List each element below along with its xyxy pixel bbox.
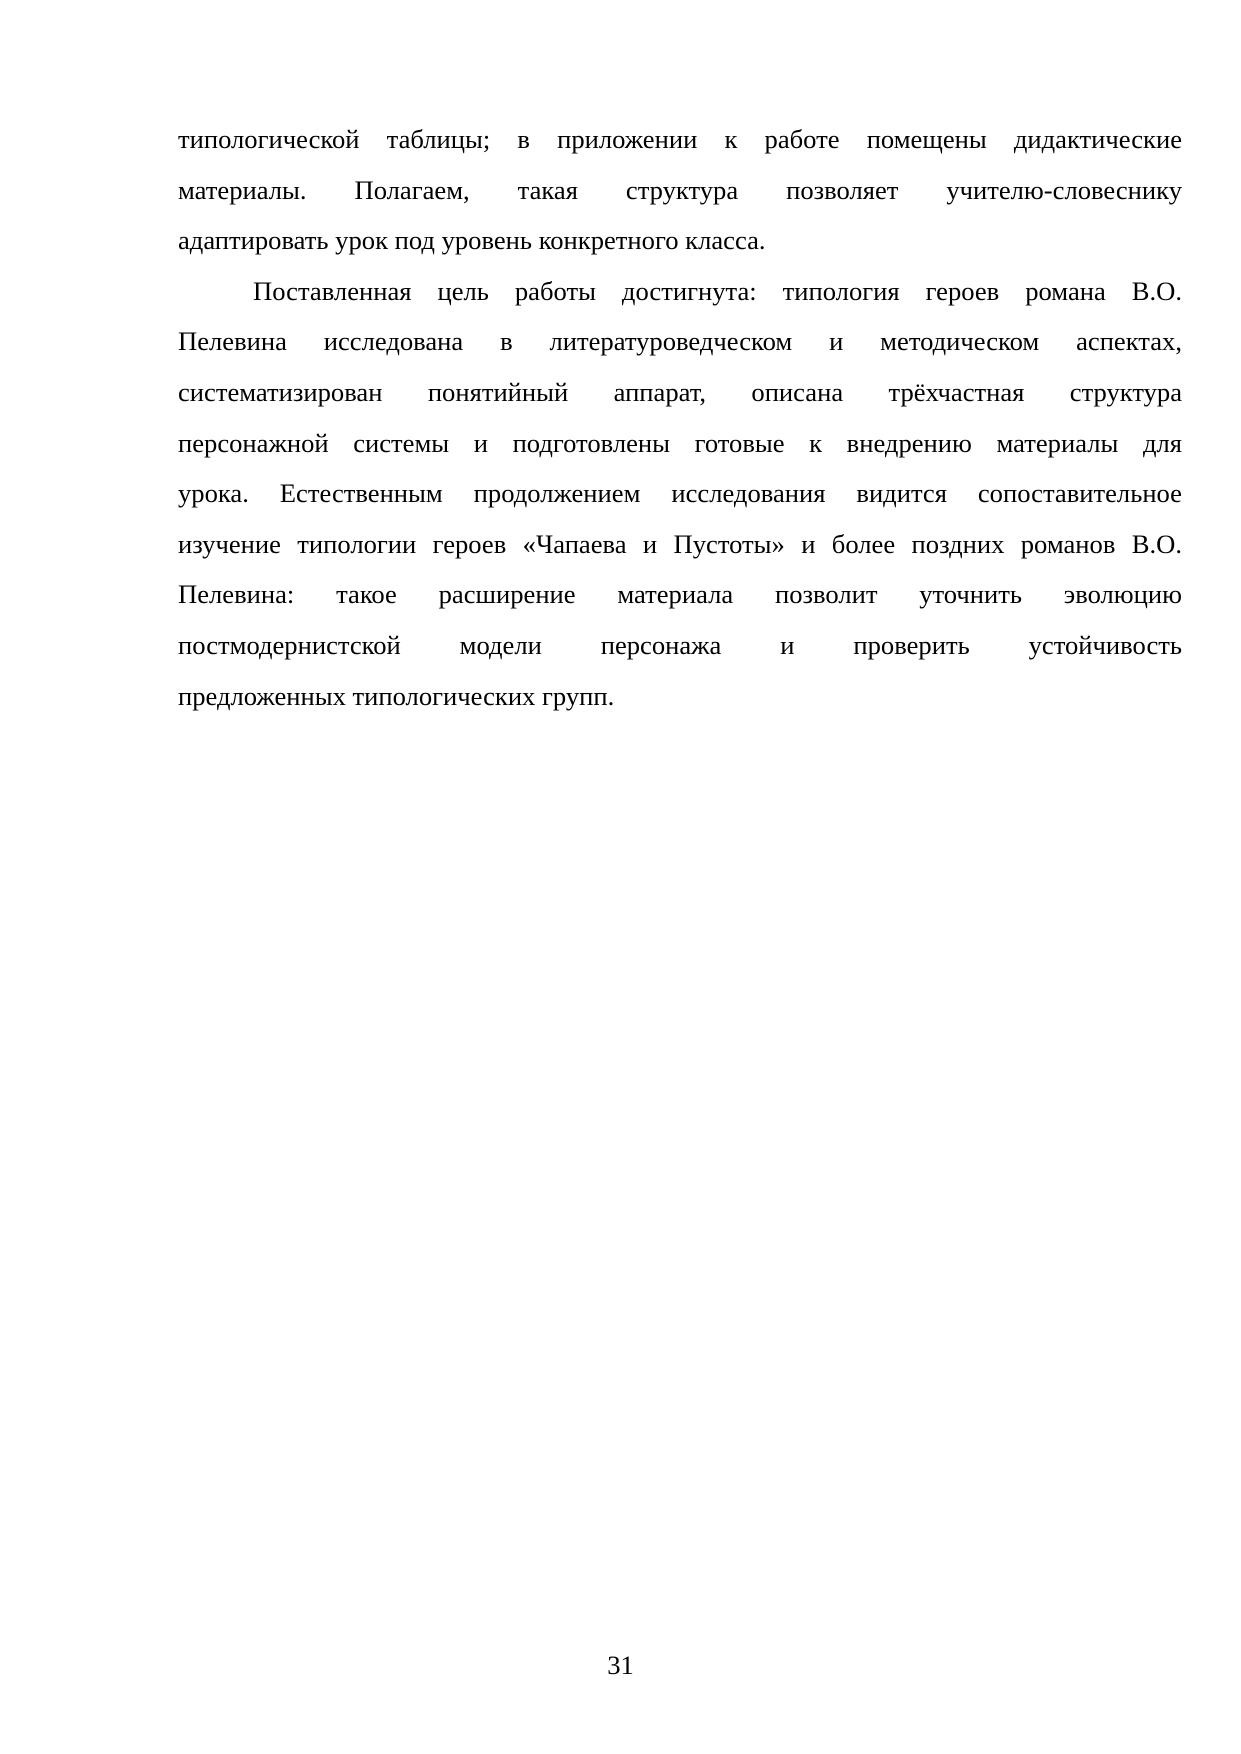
text-line: Пелевина исследована в литературоведческом и методическом аспектах, (178, 326, 1182, 357)
text-line: типологической таблицы; в приложении к работе помещены дидактические (178, 124, 1182, 154)
text-line: изучение типологии героев «Чапаева и Пустоты» и более поздних романов В.О. (178, 528, 1182, 559)
paragraph-1 (178, 114, 1182, 266)
text-line: Пелевина: такое расширение материала позволит уточнить эволюцию (178, 579, 1182, 610)
text-line: предложенных типологических групп. (178, 680, 615, 711)
page-number: 31 (607, 1650, 634, 1680)
body-text (178, 114, 1182, 721)
text-line: персонажной системы и подготовлены готовые к внедрению материалы для (178, 427, 1182, 458)
text-line: Поставленная цель работы достигнута: типология героев романа В.О. (253, 275, 1182, 306)
text-line: систематизирован понятийный аппарат, описана трёхчастная структура (178, 376, 1182, 407)
text-line: адаптировать урок под уровень конкретного класса. (178, 225, 766, 256)
text-line: материалы. Полагаем, такая структура позволяет учителю-словеснику (178, 174, 1182, 205)
text-line: постмодернистской модели персонажа и проверить устойчивость (178, 629, 1182, 660)
paragraph-2 (178, 266, 1182, 721)
text-line: урока. Естественным продолжением исследования видится сопоставительное (178, 478, 1182, 509)
